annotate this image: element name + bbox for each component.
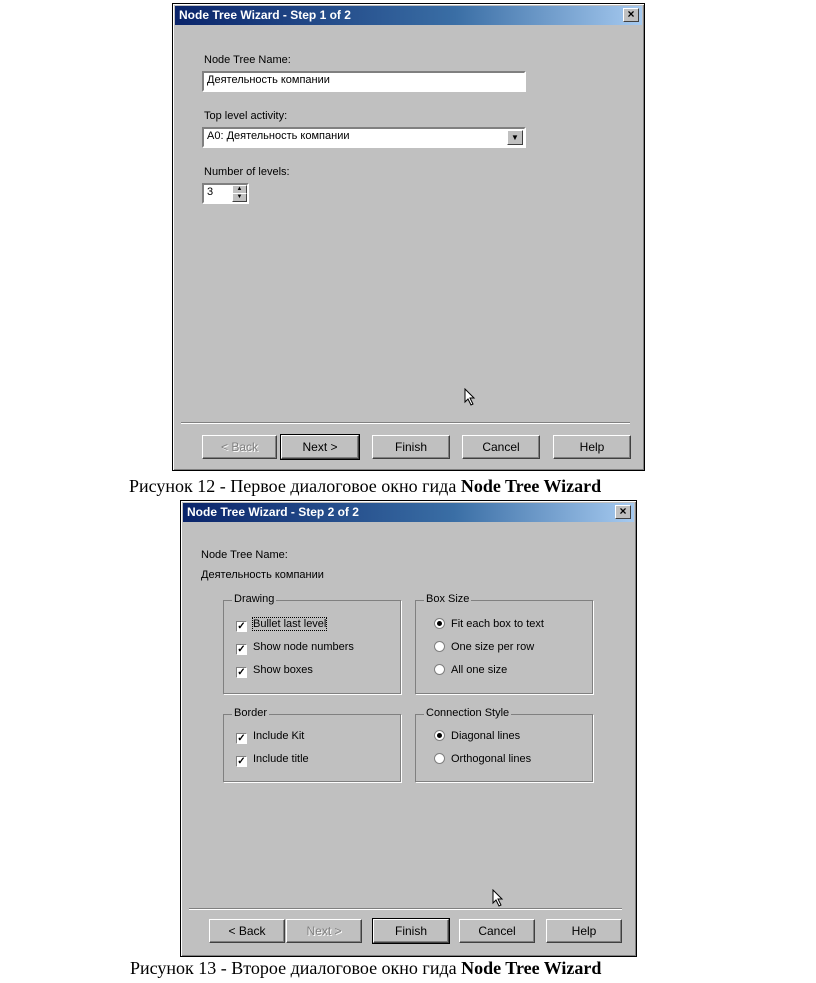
checkmark-icon[interactable]: ✓	[237, 621, 246, 632]
spin-down-icon[interactable]: ▼	[232, 193, 247, 202]
node-tree-name-label: Node Tree Name:	[204, 54, 291, 66]
help-button[interactable]: Help	[553, 435, 631, 459]
diagonal-lines-radio[interactable]	[434, 729, 520, 743]
option-label: Diagonal lines	[451, 730, 521, 742]
top-level-activity-value: А0: Деятельность компании	[207, 130, 350, 142]
option-label: All one size	[451, 664, 508, 676]
radio-icon[interactable]	[434, 753, 445, 764]
option-label: Show node numbers	[253, 641, 354, 653]
bullet-last-level-checkbox[interactable]	[236, 617, 326, 631]
mouse-cursor-icon	[492, 889, 504, 907]
group-title: Box Size	[426, 593, 470, 605]
checkmark-icon[interactable]: ✓	[237, 667, 246, 678]
option-label: Include title	[253, 753, 309, 765]
node-tree-name-label: Node Tree Name:	[201, 549, 288, 561]
connection-style-group	[415, 707, 593, 782]
checkmark-icon[interactable]: ✓	[237, 644, 246, 655]
back-button[interactable]: < Back	[202, 435, 277, 459]
group-title: Drawing	[234, 593, 275, 605]
box-size-group	[415, 593, 593, 694]
show-node-numbers-checkbox[interactable]	[236, 640, 354, 654]
orthogonal-lines-radio[interactable]	[434, 752, 531, 766]
checkmark-icon[interactable]: ✓	[237, 756, 246, 767]
include-title-checkbox[interactable]	[236, 752, 309, 766]
one-size-per-row-radio[interactable]	[434, 640, 534, 654]
number-of-levels-label: Number of levels:	[204, 166, 290, 178]
option-label: Include Kit	[253, 730, 305, 742]
radio-icon[interactable]	[434, 641, 445, 652]
cancel-button[interactable]: Cancel	[462, 435, 540, 459]
close-icon[interactable]: ×	[623, 8, 639, 22]
finish-button[interactable]: Finish	[372, 435, 450, 459]
close-icon[interactable]: ×	[615, 505, 631, 519]
option-label: One size per row	[451, 641, 535, 653]
option-label: Bullet last level	[253, 618, 327, 630]
caption-bold-text: Node Tree Wizard	[461, 958, 602, 978]
radio-selected-icon[interactable]	[434, 618, 445, 629]
all-one-size-radio[interactable]	[434, 663, 507, 677]
group-title: Connection Style	[426, 707, 510, 719]
next-button[interactable]: Next >	[281, 435, 359, 459]
node-tree-name-input[interactable]: Деятельность компании	[202, 71, 526, 92]
back-button[interactable]: < Back	[209, 919, 285, 943]
button-separator	[189, 908, 622, 910]
number-of-levels-value: 3	[207, 186, 214, 198]
button-separator	[181, 422, 630, 424]
figure-caption-12	[129, 476, 601, 497]
title-bar[interactable]	[183, 503, 634, 522]
caption-text: Рисунок 12 - Первое диалоговое окно гида	[129, 476, 461, 496]
drawing-group	[223, 593, 401, 694]
fit-each-box-radio[interactable]	[434, 617, 544, 631]
dialog-title: Node Tree Wizard - Step 2 of 2	[187, 505, 359, 519]
cancel-button[interactable]: Cancel	[459, 919, 535, 943]
chevron-down-icon[interactable]: ▼	[507, 130, 523, 145]
group-title: Border	[234, 707, 268, 719]
wizard-step1-dialog	[172, 3, 645, 471]
checkmark-icon[interactable]: ✓	[237, 733, 246, 744]
figure-caption-13	[130, 958, 601, 979]
dialog-title: Node Tree Wizard - Step 1 of 2	[179, 8, 351, 22]
mouse-cursor-icon	[464, 388, 476, 406]
wizard-step2-dialog	[180, 500, 637, 957]
caption-text: Рисунок 13 - Второе диалоговое окно гида	[130, 958, 462, 978]
include-kit-checkbox[interactable]	[236, 729, 304, 743]
node-tree-name-value: Деятельность компании	[201, 569, 324, 581]
help-button[interactable]: Help	[546, 919, 622, 943]
next-button[interactable]: Next >	[286, 919, 362, 943]
top-level-activity-dropdown[interactable]	[202, 127, 526, 148]
caption-bold-text: Node Tree Wizard	[460, 476, 602, 496]
border-group	[223, 707, 401, 782]
finish-button[interactable]: Finish	[373, 919, 449, 943]
title-bar[interactable]	[175, 6, 642, 25]
spin-up-icon[interactable]: ▲	[232, 185, 247, 194]
option-label: Show boxes	[253, 664, 313, 676]
option-label: Fit each box to text	[451, 618, 544, 630]
radio-selected-icon[interactable]	[434, 730, 445, 741]
radio-icon[interactable]	[434, 664, 445, 675]
show-boxes-checkbox[interactable]	[236, 663, 313, 677]
option-label: Orthogonal lines	[451, 753, 532, 765]
top-level-activity-label: Top level activity:	[204, 110, 288, 122]
